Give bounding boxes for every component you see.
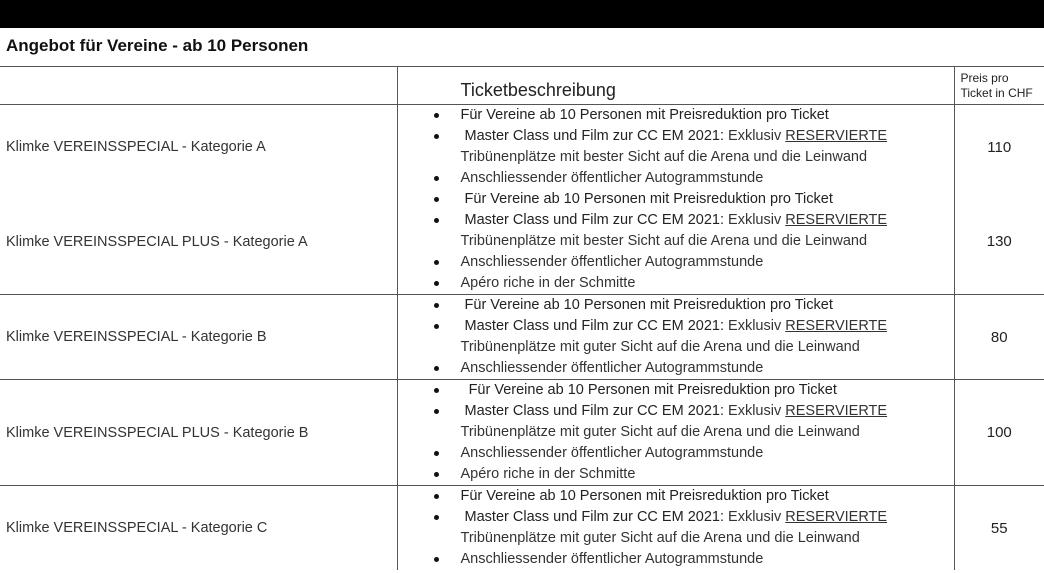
bullet-text-exklusiv: Exklusiv xyxy=(728,128,786,144)
list-item xyxy=(398,252,954,273)
list-item xyxy=(398,168,954,189)
ticket-description xyxy=(397,105,954,190)
ticket-description xyxy=(397,295,954,380)
header-description-cell xyxy=(397,67,954,105)
reserved-underlined-text: RESERVIERTE xyxy=(785,318,888,334)
bullet-text-exklusiv: Exklusiv xyxy=(728,403,786,419)
bullet-icon xyxy=(434,176,439,181)
table-row xyxy=(0,486,1044,571)
list-item xyxy=(398,189,954,210)
page-title: Angebot für Vereine - ab 10 Personen xyxy=(6,36,309,55)
ticket-description xyxy=(397,380,954,486)
top-black-bar xyxy=(0,0,1044,28)
bullet-text: Anschliessender öffentlicher Autogrammstunde xyxy=(460,254,764,270)
reserved-underlined-text: RESERVIERTE xyxy=(785,212,888,228)
list-item xyxy=(398,126,954,168)
ticket-price: 100 xyxy=(954,380,1044,486)
list-item xyxy=(398,549,954,570)
list-item xyxy=(398,507,954,549)
bullet-icon xyxy=(434,197,439,202)
bullet-continuation: Tribünenplätze mit guter Sicht auf die Arena und die Leinwand xyxy=(460,339,860,355)
list-item xyxy=(398,105,954,126)
bullet-icon xyxy=(434,451,439,456)
bullet-text: Apéro riche in der Schmitte xyxy=(460,466,636,482)
bullet-icon xyxy=(434,409,439,414)
table-header-row xyxy=(0,67,1044,105)
header-price-line2: Ticket in CHF xyxy=(960,85,1033,100)
ticket-name: Klimke VEREINSSPECIAL - Kategorie C xyxy=(6,520,268,536)
bullet-icon xyxy=(434,324,439,329)
bullet-text: Anschliessender öffentlicher Autogrammstunde xyxy=(460,551,764,567)
bullet-text: Für Vereine ab 10 Personen mit Preisreduktion pro Ticket xyxy=(460,488,829,504)
bullet-text-exklusiv: Exklusiv xyxy=(728,509,786,525)
header-description-label: Ticketbeschreibung xyxy=(460,80,616,100)
bullet-icon xyxy=(434,260,439,265)
bullet-text: Anschliessender öffentlicher Autogrammstunde xyxy=(460,445,764,461)
list-item xyxy=(398,273,954,294)
table-row xyxy=(0,189,1044,295)
bullet-icon xyxy=(434,366,439,371)
list-item xyxy=(398,380,954,401)
ticket-price: 55 xyxy=(990,519,1008,537)
ticket-name: Klimke VEREINSSPECIAL PLUS - Kategorie A xyxy=(0,189,397,295)
bullet-icon xyxy=(434,134,439,139)
offers-table xyxy=(0,66,1044,570)
list-item xyxy=(398,443,954,464)
bullet-continuation: Tribünenplätze mit guter Sicht auf die Arena und die Leinwand xyxy=(460,530,860,546)
bullet-text: Master Class und Film zur CC EM 2021: xyxy=(464,128,729,144)
bullet-text-exklusiv: Exklusiv xyxy=(728,318,786,334)
ticket-description xyxy=(397,189,954,295)
ticket-name: Klimke VEREINSSPECIAL - Kategorie A xyxy=(6,139,266,155)
bullet-icon xyxy=(434,515,439,520)
bullet-icon xyxy=(434,218,439,223)
bullet-icon xyxy=(434,472,439,477)
table-row xyxy=(0,295,1044,380)
bullet-text: Master Class und Film zur CC EM 2021: xyxy=(464,403,729,419)
bullet-text: Für Vereine ab 10 Personen mit Preisreduktion pro Ticket xyxy=(464,191,833,207)
header-name-cell xyxy=(0,67,397,105)
bullet-icon xyxy=(434,494,439,499)
header-price-cell xyxy=(954,67,1044,105)
header-price-line1: Preis pro xyxy=(960,70,1009,85)
list-item xyxy=(398,295,954,316)
bullet-text-exklusiv: Exklusiv xyxy=(728,212,786,228)
bullet-continuation: Tribünenplätze mit guter Sicht auf die Arena und die Leinwand xyxy=(460,424,860,440)
list-item xyxy=(398,358,954,379)
bullet-icon xyxy=(434,303,439,308)
reserved-underlined-text: RESERVIERTE xyxy=(785,128,888,144)
bullet-icon xyxy=(434,557,439,562)
bullet-continuation: Tribünenplätze mit bester Sicht auf die Arena und die Leinwand xyxy=(460,233,868,249)
ticket-price: 130 xyxy=(954,189,1044,295)
reserved-underlined-text: RESERVIERTE xyxy=(785,403,888,419)
bullet-continuation: Tribünenplätze mit bester Sicht auf die Arena und die Leinwand xyxy=(460,149,868,165)
bullet-text: Master Class und Film zur CC EM 2021: xyxy=(464,212,729,228)
table-row xyxy=(0,380,1044,486)
ticket-price: 80 xyxy=(954,295,1044,380)
ticket-price: 110 xyxy=(987,138,1012,156)
list-item xyxy=(398,210,954,252)
bullet-text: Für Vereine ab 10 Personen mit Preisreduktion pro Ticket xyxy=(468,382,837,398)
bullet-text: Anschliessender öffentlicher Autogrammstunde xyxy=(460,170,764,186)
list-item xyxy=(398,401,954,443)
list-item xyxy=(398,486,954,507)
ticket-name: Klimke VEREINSSPECIAL - Kategorie B xyxy=(0,295,397,380)
bullet-text: Apéro riche in der Schmitte xyxy=(460,275,636,291)
table-row xyxy=(0,105,1044,190)
reserved-underlined-text: RESERVIERTE xyxy=(785,509,888,525)
bullet-icon xyxy=(434,388,439,393)
ticket-name: Klimke VEREINSSPECIAL PLUS - Kategorie B xyxy=(0,380,397,486)
bullet-text: Anschliessender öffentlicher Autogrammstunde xyxy=(460,360,764,376)
ticket-description xyxy=(397,486,954,571)
bullet-icon xyxy=(434,281,439,286)
list-item xyxy=(398,464,954,485)
bullet-text: Master Class und Film zur CC EM 2021: xyxy=(464,509,729,525)
bullet-text: Für Vereine ab 10 Personen mit Preisreduktion pro Ticket xyxy=(460,107,829,123)
bullet-text: Master Class und Film zur CC EM 2021: xyxy=(464,318,729,334)
bullet-icon xyxy=(434,113,439,118)
list-item xyxy=(398,316,954,358)
bullet-text: Für Vereine ab 10 Personen mit Preisreduktion pro Ticket xyxy=(464,297,833,313)
